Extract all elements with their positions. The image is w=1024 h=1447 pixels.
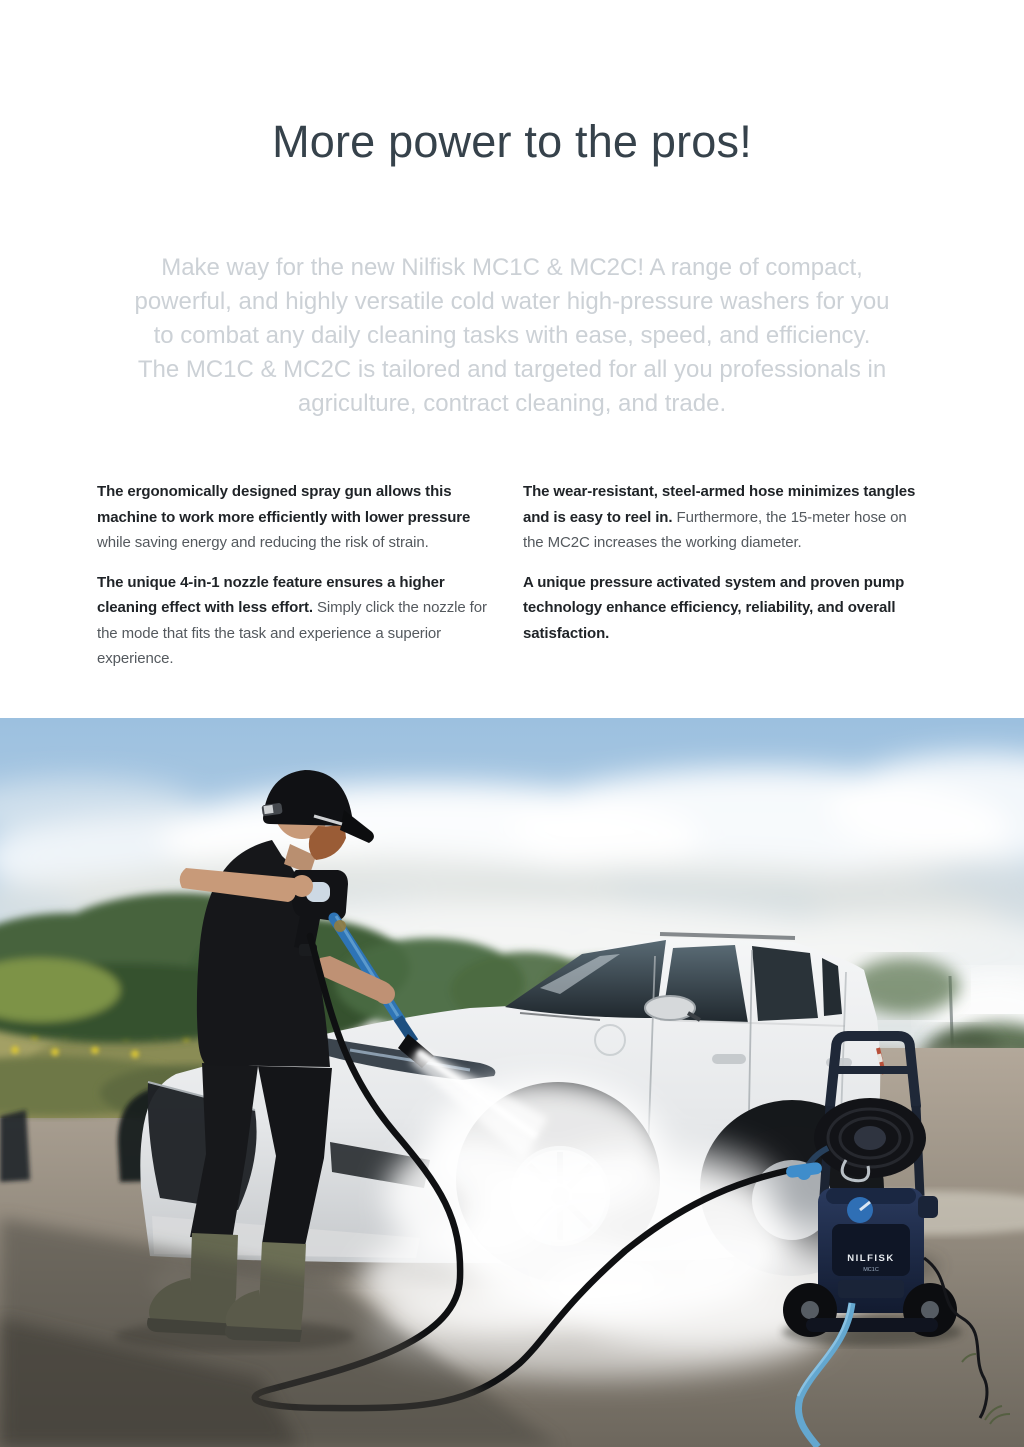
page-title: More power to the pros! [272,116,752,167]
door-handle-front [712,1054,746,1064]
hero-photo [0,718,1024,1447]
spray-gun-text: while saving energy and reducing the risk of strain. [97,534,429,551]
pump-lead: A unique pressure activated system and proven pump technology enhance efficiency, reliability, and overall satisfaction. [523,573,905,642]
side-mirror [645,996,695,1020]
nilfisk-logo-text: NILFISK [847,1253,895,1264]
spray-gun-lead: The ergonomically designed spray gun allows this machine to work more efficiently with lower pressure [97,483,471,526]
lance-holder [918,1196,938,1218]
nozzle-paragraph [97,570,507,672]
hose-lead: The wear-resistant, steel-armed hose minimizes tangles and is easy to reel in. [523,483,916,526]
hose-text: Furthermore, the 15-meter hose on the MC2C increases the working diameter. [523,508,907,551]
suv-rear-window [752,946,818,1021]
machine-model-text: MC1C [863,1267,879,1273]
intro-line: agriculture, contract cleaning, and trade. [297,390,727,417]
pump-paragraph [523,570,927,647]
cap-buckle [264,805,274,814]
body-columns [97,479,927,686]
intro-paragraph [92,251,932,421]
body-column-right [523,479,927,686]
intro-line: to combat any daily cleaning tasks with ease, speed, and efficiency. [153,322,871,349]
photo-illustration [0,718,1024,1447]
intro-line: The MC1C & MC2C is tailored and targeted for all you professionals in [137,356,887,383]
intro-line: powerful, and highly versatile cold water high-pressure washers for you [134,288,890,315]
nozzle-lead: The unique 4-in-1 nozzle feature ensures a higher cleaning effect with less effort. [97,573,445,616]
hose-paragraph [523,479,927,556]
nozzle-text: Simply click the nozzle for the mode that fits the task and experience a superior experience. [97,599,487,667]
intro-line: Make way for the new Nilfisk MC1C & MC2C! A range of compact, [161,254,863,281]
body-column-left [97,479,507,686]
spray-gun-paragraph [97,479,507,556]
